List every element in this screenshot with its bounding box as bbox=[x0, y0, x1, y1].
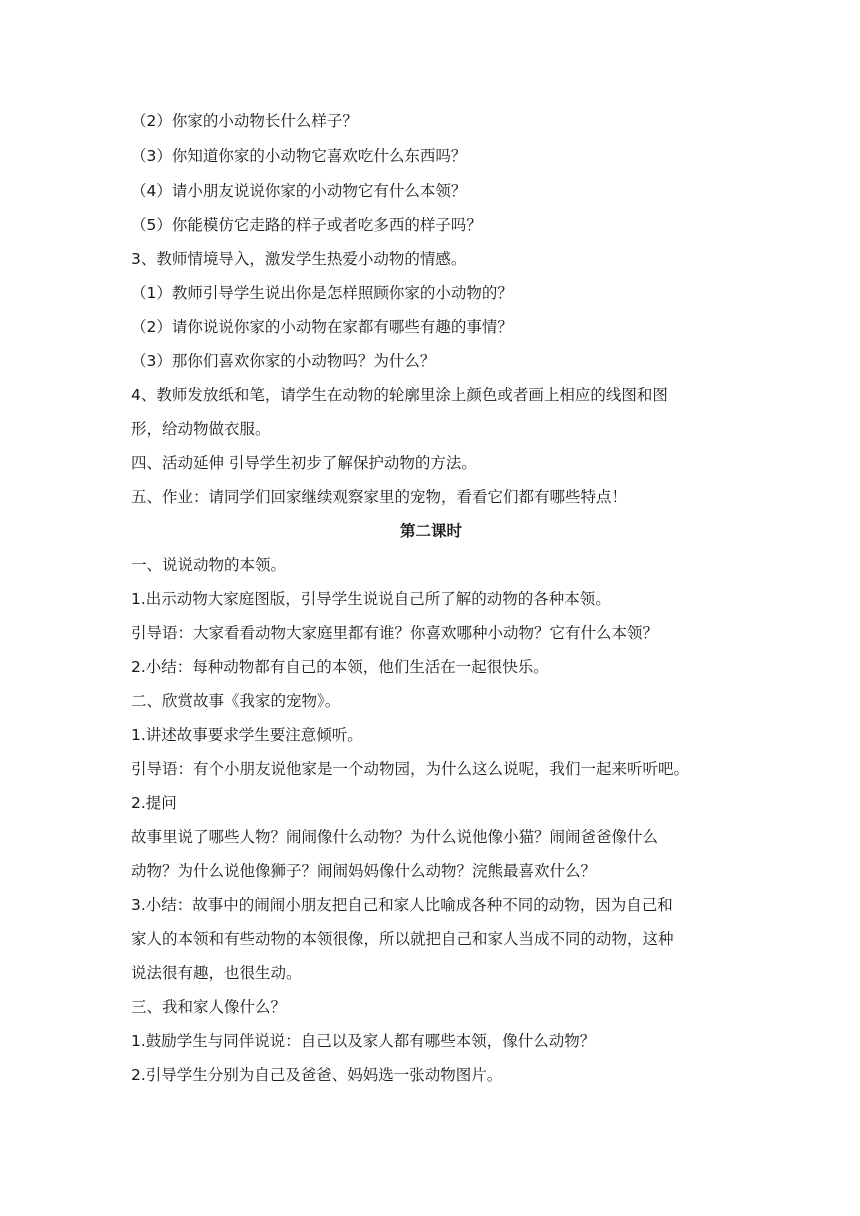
text-line: （3）那你们喜欢你家的小动物吗？为什么？ bbox=[131, 352, 436, 370]
text-line: 3.小结：故事中的闹闹小朋友把自己和家人比喻成各种不同的动物，因为自己和 bbox=[131, 896, 673, 914]
section-heading: 第二课时 bbox=[399, 522, 462, 540]
text-line: 4、教师发放纸和笔，请学生在动物的轮廓里涂上颜色或者画上相应的线图和图 bbox=[131, 386, 668, 404]
text-line: （3）你知道你家的小动物它喜欢吃什么东西吗？ bbox=[131, 147, 467, 165]
text-line: 三、我和家人像什么？ bbox=[131, 998, 287, 1016]
text-line: 说法很有趣，也很生动。 bbox=[131, 964, 302, 982]
text-line: 形，给动物做衣服。 bbox=[131, 420, 271, 438]
text-line: 引导语：大家看看动物大家庭里都有谁？你喜欢哪种小动物？它有什么本领？ bbox=[131, 624, 659, 642]
text-line: 3、教师情境导入，激发学生热爱小动物的情感。 bbox=[131, 250, 467, 268]
text-line: 1.鼓励学生与同伴说说：自己以及家人都有哪些本领，像什么动物？ bbox=[131, 1032, 596, 1050]
text-line: 引导语：有个小朋友说他家是一个动物园，为什么这么说呢，我们一起来听听吧。 bbox=[131, 760, 690, 778]
text-line: 五、作业：请同学们回家继续观察家里的宠物，看看它们都有哪些特点！ bbox=[131, 488, 628, 506]
text-line: （4）请小朋友说说你家的小动物它有什么本领？ bbox=[131, 182, 467, 200]
text-line: 家人的本领和有些动物的本领很像，所以就把自己和家人当成不同的动物，这种 bbox=[131, 930, 674, 948]
text-line: 四、活动延伸 引导学生初步了解保护动物的方法。 bbox=[131, 454, 477, 472]
text-line: 1.出示动物大家庭图版，引导学生说说自己所了解的动物的各种本领。 bbox=[131, 590, 611, 608]
text-line: （2）你家的小动物长什么样子？ bbox=[131, 112, 358, 130]
text-line: 动物？为什么说他像狮子？闹闹妈妈像什么动物？浣熊最喜欢什么？ bbox=[131, 862, 597, 880]
text-line: 故事里说了哪些人物？闹闹像什么动物？为什么说他像小猫？闹闹爸爸像什么 bbox=[131, 828, 659, 846]
text-line: 2.引导学生分别为自己及爸爸、妈妈选一张动物图片。 bbox=[131, 1066, 503, 1084]
text-line: （1）教师引导学生说出你是怎样照顾你家的小动物的？ bbox=[131, 284, 513, 302]
text-line: 1.讲述故事要求学生要注意倾听。 bbox=[131, 726, 363, 744]
text-line: 2.提问 bbox=[131, 794, 177, 812]
text-line: 二、欣赏故事《我家的宠物》。 bbox=[131, 692, 341, 710]
text-line: （5）你能模仿它走路的样子或者吃多西的样子吗？ bbox=[131, 216, 482, 234]
text-line: 2.小结：每种动物都有自己的本领，他们生活在一起很快乐。 bbox=[131, 658, 549, 676]
text-line: （2）请你说说你家的小动物在家都有哪些有趣的事情？ bbox=[131, 318, 513, 336]
text-line: 一、说说动物的本领。 bbox=[131, 556, 287, 574]
